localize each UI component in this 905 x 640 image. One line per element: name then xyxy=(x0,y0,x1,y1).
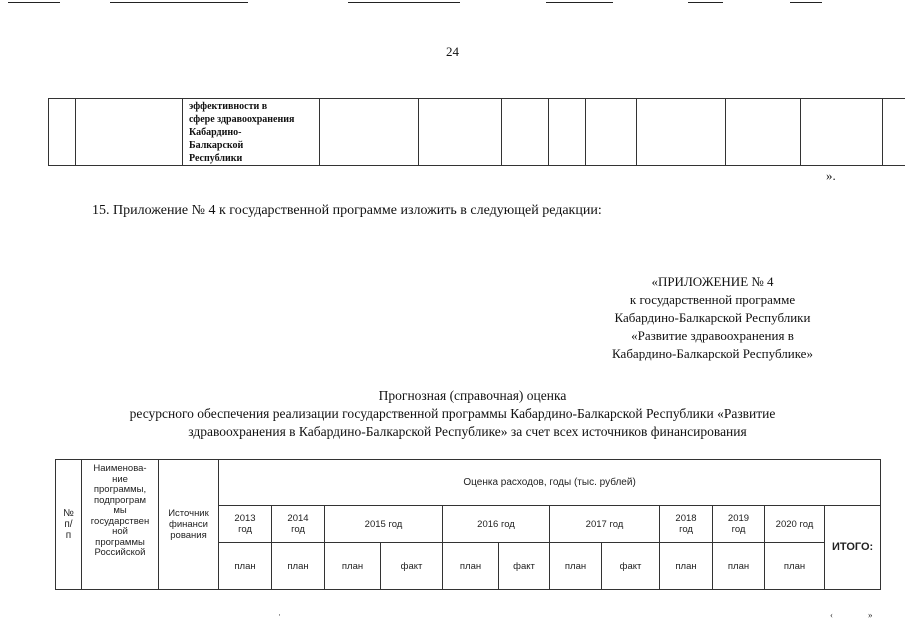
plan-header: план xyxy=(660,543,713,590)
year-header: 2015 год xyxy=(325,506,443,543)
quote-end: ». xyxy=(826,168,836,183)
fragment-cell xyxy=(76,99,183,166)
year-header: 2014 год xyxy=(272,506,325,543)
scan-mark: · xyxy=(278,610,281,620)
top-rule xyxy=(8,2,60,3)
year-header: 2018 год xyxy=(660,506,713,543)
previous-table-fragment xyxy=(48,98,905,166)
fragment-cell xyxy=(502,99,549,166)
fragment-cell xyxy=(320,99,419,166)
appendix-header xyxy=(590,273,835,363)
appendix-line: «Развитие здравоохранения в xyxy=(631,328,794,343)
appendix-line: Кабардино-Балкарской Республике» xyxy=(612,346,813,361)
fragment-cell xyxy=(586,99,637,166)
fragment-cell xyxy=(419,99,502,166)
fragment-line: эффективности в xyxy=(189,101,268,112)
plan-header: план xyxy=(550,543,602,590)
appendix-line: «ПРИЛОЖЕНИЕ № 4 xyxy=(651,274,774,289)
fragment-name-cell xyxy=(183,99,320,166)
fragment-cell xyxy=(49,99,76,166)
plan-header: план xyxy=(219,543,272,590)
resource-table xyxy=(55,459,881,590)
page-number: 24 xyxy=(446,44,459,59)
year-header: 2016 год xyxy=(443,506,550,543)
top-rule xyxy=(790,2,822,3)
plan-header: план xyxy=(713,543,765,590)
total-header: ИТОГО: xyxy=(825,506,881,590)
fragment-line: Балкарской xyxy=(189,140,244,151)
scan-mark: ‹ xyxy=(830,610,833,620)
document-title xyxy=(0,387,905,441)
fragment-cell xyxy=(637,99,726,166)
fragment-line: сфере здравоохранения xyxy=(189,114,295,125)
year-header: 2013 год xyxy=(219,506,272,543)
year-header: 2020 год xyxy=(765,506,825,543)
plan-header: план xyxy=(325,543,381,590)
appendix-line: к государственной программе xyxy=(629,292,796,307)
title-line: ресурсного обеспечения реализации государственной программы Кабардино-Балкарской Республики «Развитие xyxy=(129,406,776,421)
fragment-cell xyxy=(549,99,586,166)
column-number-header: № п/ п xyxy=(56,460,82,590)
top-rule xyxy=(348,2,460,3)
top-rule xyxy=(546,2,613,3)
fragment-cell xyxy=(726,99,801,166)
plan-header: план xyxy=(272,543,325,590)
fact-header: факт xyxy=(602,543,660,590)
expense-estimate-header: Оценка расходов, годы (тыс. рублей) xyxy=(219,460,881,506)
fragment-cell xyxy=(801,99,883,166)
year-header: 2019 год xyxy=(713,506,765,543)
top-rule xyxy=(688,2,723,3)
scan-mark: » xyxy=(868,610,873,620)
year-header: 2017 год xyxy=(550,506,660,543)
fragment-line: Республики xyxy=(189,153,243,164)
title-line: здравоохранения в Кабардино-Балкарской Республике» за счет всех источников финансирования xyxy=(188,424,747,439)
plan-header: план xyxy=(443,543,499,590)
fact-header: факт xyxy=(381,543,443,590)
appendix-line: Кабардино-Балкарской Республики xyxy=(614,310,811,325)
top-rule xyxy=(110,2,248,3)
fragment-line: Кабардино- xyxy=(189,127,242,138)
amendment-paragraph: 15. Приложение № 4 к государственной программе изложить в следующей редакции: xyxy=(92,203,602,218)
column-name-header: Наименова- ние программы, подпрограм мы государствен ной программы Российской xyxy=(82,460,159,590)
column-source-header: Источник финанси рования xyxy=(159,460,219,590)
fact-header: факт xyxy=(499,543,550,590)
title-line: Прогнозная (справочная) оценка xyxy=(378,388,567,403)
fragment-cell xyxy=(883,99,905,166)
plan-header: план xyxy=(765,543,825,590)
